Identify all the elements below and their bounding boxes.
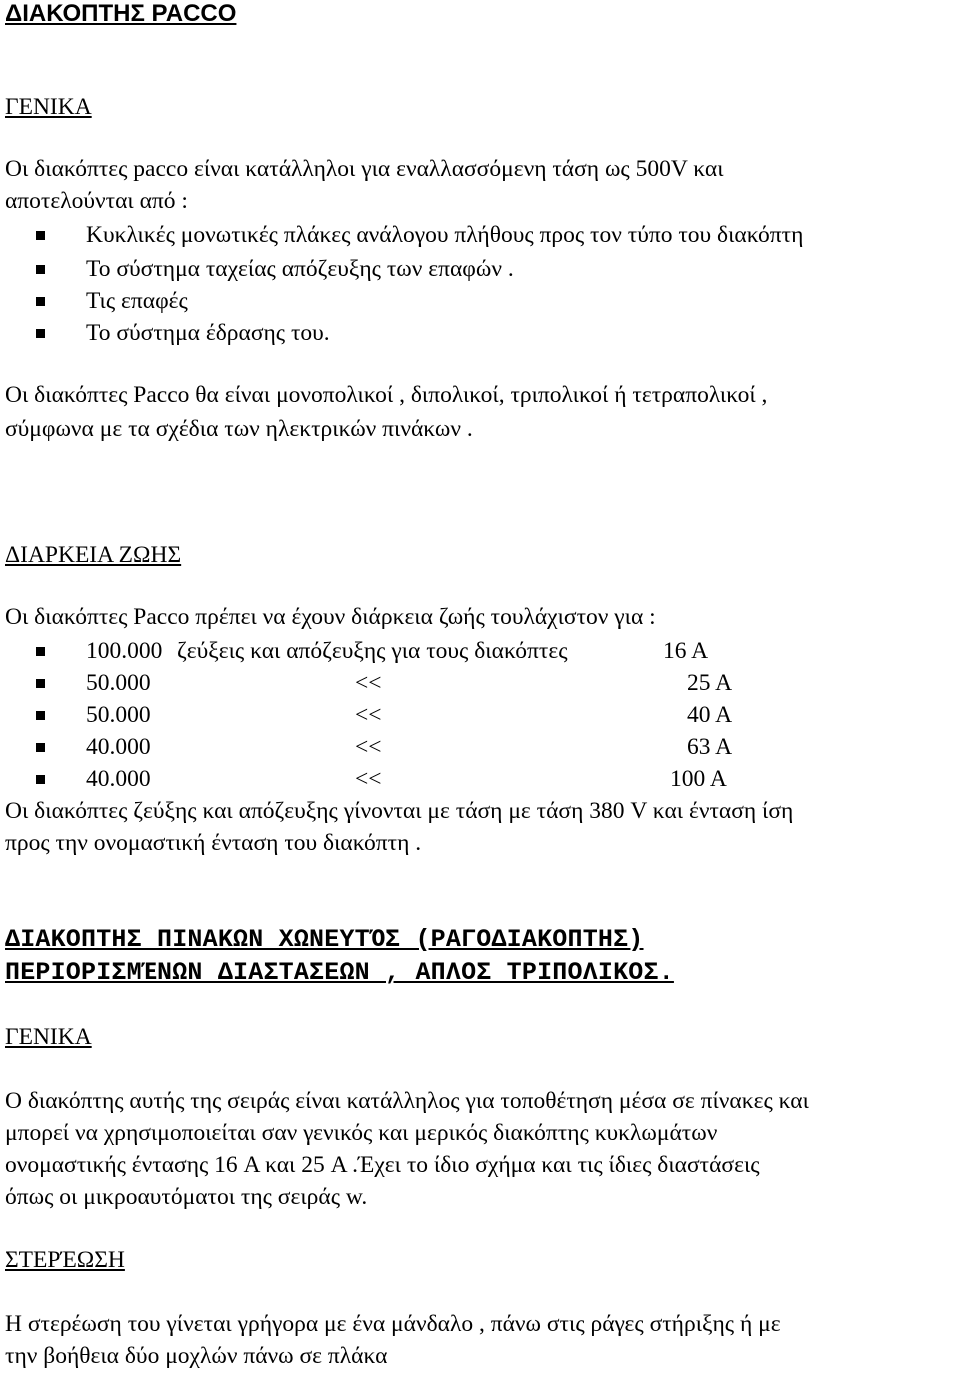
section-heading-general: ΓΕΝΙΚΑ <box>5 1024 92 1050</box>
paragraph-line: όπως οι μικροαυτόματοι της σειράς w. <box>5 1184 368 1210</box>
square-bullet-icon <box>36 775 45 784</box>
paragraph-line: Ο διακόπτης αυτής της σειράς είναι κατάλληλος για τοποθέτηση μέσα σε πίνακες και <box>5 1088 809 1114</box>
square-bullet-icon <box>36 679 45 688</box>
square-bullet-icon <box>36 743 45 752</box>
section-title-line: ΠΕΡΙΟΡΙΣΜΈΝΩΝ ΔΙΑΣΤΑΣΕΩΝ , ΑΠΛΟΣ ΤΡΙΠΟΛΙΚΟΣ. <box>5 958 674 987</box>
square-bullet-icon <box>36 297 45 306</box>
paragraph-line: την βοήθεια δύο μοχλών πάνω σε πλάκα <box>5 1343 388 1369</box>
paragraph-line: Η στερέωση του γίνεται γρήγορα με ένα μάνδαλο , πάνω στις ράγες στήριξης ή με <box>5 1311 781 1337</box>
paragraph-line: Οι διακόπτες ζεύξης και απόζευξης γίνονται με τάση με τάση 380 V και ένταση ίση <box>5 798 794 824</box>
square-bullet-icon <box>36 329 45 338</box>
square-bullet-icon <box>36 647 45 656</box>
section-heading-general: ΓΕΝΙΚΑ <box>5 94 92 120</box>
square-bullet-icon <box>36 265 45 274</box>
section-title-line: ΔΙΑΚΟΠΤΗΣ ΠΙΝΑΚΩΝ ΧΩΝΕΥΤΌΣ (ΡΑΓΟΔΙΑΚΟΠΤΗΣ) <box>5 925 644 954</box>
document-title: ΔΙΑΚΟΠΤΗΣ PACCO <box>5 0 237 27</box>
paragraph-line: ονομαστικής έντασης 16 A και 25 A .Έχει το ίδιο σχήμα και τις ίδιες διαστάσεις <box>5 1152 760 1178</box>
paragraph-line: Οι διακόπτες Pacco πρέπει να έχουν διάρκεια ζωής τουλάχιστον για : <box>5 604 656 630</box>
paragraph-line: σύμφωνα με τα σχέδια των ηλεκτρικών πινάκων . <box>5 416 473 442</box>
paragraph-line: προς την ονομαστική ένταση του διακόπτη . <box>5 830 422 856</box>
square-bullet-icon <box>36 711 45 720</box>
paragraph-line: Οι διακόπτες Pacco θα είναι μονοπολικοί , διπολικοί, τριπολικοί ή τετραπολικοί , <box>5 382 768 408</box>
square-bullet-icon <box>36 231 45 240</box>
paragraph-line: Οι διακόπτες pacco είναι κατάλληλοι για εναλλασσόμενη τάση ως 500V και <box>5 156 724 182</box>
paragraph-line: αποτελούνται από : <box>5 188 188 214</box>
section-heading-mounting: ΣΤΕΡΈΩΣΗ <box>5 1247 125 1273</box>
paragraph-line: μπορεί να χρησιμοποιείται σαν γενικός και μερικός διακόπτης κυκλωμάτων <box>5 1120 718 1146</box>
section-heading-lifetime: ΔΙΑΡΚΕΙΑ ΖΩΗΣ <box>5 542 182 568</box>
